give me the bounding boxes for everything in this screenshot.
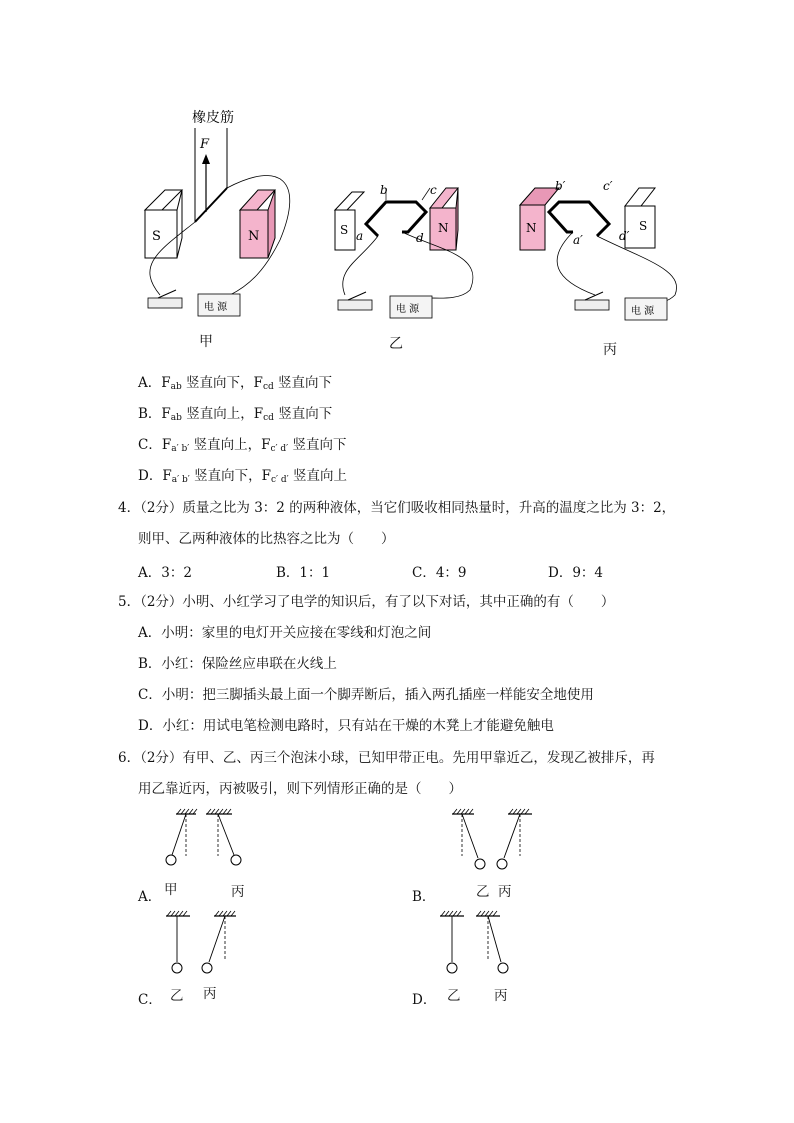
q6-a-label-2: 丙 (231, 884, 245, 900)
q6-b-label-2: 丙 (498, 884, 512, 900)
q3-d-sub2: c′ d′ (270, 475, 289, 485)
pole-s-yi: S (340, 223, 349, 237)
q3-a-pre: A．F (138, 375, 171, 391)
q5-option-c[interactable]: C．小明：把三脚插头最上面一个脚弄断后，插入两孔插座一样能安全地使用 (138, 687, 594, 703)
wire-c2-bing: c′ (603, 179, 613, 193)
wire-b-yi: b (380, 183, 388, 197)
q3-c-pre: C．F (138, 437, 172, 453)
q6-figure-a[interactable] (160, 808, 260, 888)
pole-s-jia: S (152, 229, 161, 244)
q3-option-a[interactable] (138, 374, 332, 396)
q4-stem: 4．（2分）质量之比为 3：2 的两种液体，当它们吸收相同热量时，升高的温度之比为 3：2， (118, 500, 676, 516)
caption-jia: 甲 (199, 334, 213, 350)
wire-a2-bing: a′ (573, 233, 583, 247)
q4-option-d[interactable]: D．9：4 (548, 565, 604, 581)
pole-n-yi: N (438, 221, 449, 235)
q4-option-b[interactable]: B．1：1 (276, 565, 331, 581)
figure-jia (130, 100, 310, 330)
power-label-yi: 电 源 (396, 304, 420, 315)
q3-a-sub1: ab (170, 382, 182, 392)
q3-b-pre: B．F (138, 406, 171, 422)
wire-d2-bing: d′ (619, 229, 630, 243)
q6-option-a[interactable]: A． (138, 889, 162, 905)
q6-figure-c[interactable] (160, 910, 260, 990)
q3-b-post: 竖直向下 (273, 406, 333, 422)
q5-stem: 5．（2分）小明、小红学习了电学的知识后，有了以下对话，其中正确的有（ ） (118, 594, 615, 610)
wire-d-yi: d (416, 231, 424, 245)
q6-stem-cont: 用乙靠近丙，丙被吸引，则下列情形正确的是（ ） (138, 781, 462, 797)
force-label: F (200, 137, 210, 152)
wire-c-yi: c (430, 183, 437, 197)
q3-b-mid: 竖直向上，F (181, 406, 264, 422)
q3-b-sub2: cd (263, 413, 274, 423)
wire-a-yi: a (356, 229, 364, 243)
q3-c-sub2: c′ d′ (270, 444, 289, 454)
pole-n-jia: N (248, 229, 260, 244)
q6-a-label-1: 甲 (164, 882, 178, 898)
q6-option-c[interactable]: C． (138, 992, 162, 1008)
q3-a-post: 竖直向下 (273, 375, 333, 391)
q6-c-label-2: 丙 (203, 986, 217, 1002)
pole-s-bing: S (639, 219, 648, 233)
q3-option-b[interactable] (138, 405, 332, 427)
q6-option-b[interactable]: B． (412, 889, 436, 905)
figure-yi (330, 170, 480, 330)
wire-b2-bing: b′ (555, 179, 566, 193)
q6-option-d[interactable]: D． (412, 992, 437, 1008)
q3-d-mid: 竖直向下，F (189, 468, 271, 484)
caption-bing: 丙 (603, 342, 617, 358)
q3-d-pre: D．F (138, 468, 172, 484)
figure-bing (515, 170, 685, 330)
q4-stem-cont: 则甲、乙两种液体的比热容之比为（ ） (138, 531, 395, 547)
q3-a-sub2: cd (262, 382, 274, 392)
q3-d-post: 竖直向上 (288, 468, 347, 484)
q3-c-sub1: a′ b′ (171, 444, 190, 454)
q6-figure-b[interactable] (440, 808, 540, 888)
q6-b-label-1: 乙 (476, 884, 490, 900)
pole-n-bing: N (526, 221, 537, 235)
caption-yi: 乙 (389, 336, 403, 352)
q3-d-sub1: a′ b′ (171, 475, 190, 485)
q5-option-a[interactable]: A．小明：家里的电灯开关应接在零线和灯泡之间 (138, 625, 432, 641)
rubber-band-label: 橡皮筋 (192, 110, 234, 126)
q3-b-sub1: ab (170, 413, 182, 423)
q3-c-post: 竖直向下 (288, 437, 347, 453)
power-label-jia: 电 源 (204, 302, 228, 313)
q5-option-d[interactable]: D．小红：用试电笔检测电路时，只有站在干燥的木凳上才能避免触电 (138, 718, 554, 734)
q3-c-mid: 竖直向上，F (189, 437, 271, 453)
q3-option-d[interactable] (138, 467, 347, 489)
q3-option-c[interactable] (138, 436, 347, 458)
q3-a-mid: 竖直向下，F (181, 375, 263, 391)
q6-d-label-2: 丙 (494, 988, 508, 1004)
power-label-bing: 电 源 (631, 306, 655, 317)
q4-option-c[interactable]: C．4：9 (412, 565, 467, 581)
q5-option-b[interactable]: B．小红：保险丝应串联在火线上 (138, 656, 337, 672)
q6-stem: 6．（2分）有甲、乙、丙三个泡沫小球，已知甲带正电。先用甲靠近乙，发现乙被排斥，再 (118, 750, 655, 766)
q4-option-a[interactable]: A．3：2 (138, 565, 192, 581)
q6-c-label-1: 乙 (170, 988, 184, 1004)
q6-d-label-1: 乙 (447, 988, 461, 1004)
q6-figure-d[interactable] (432, 910, 532, 990)
